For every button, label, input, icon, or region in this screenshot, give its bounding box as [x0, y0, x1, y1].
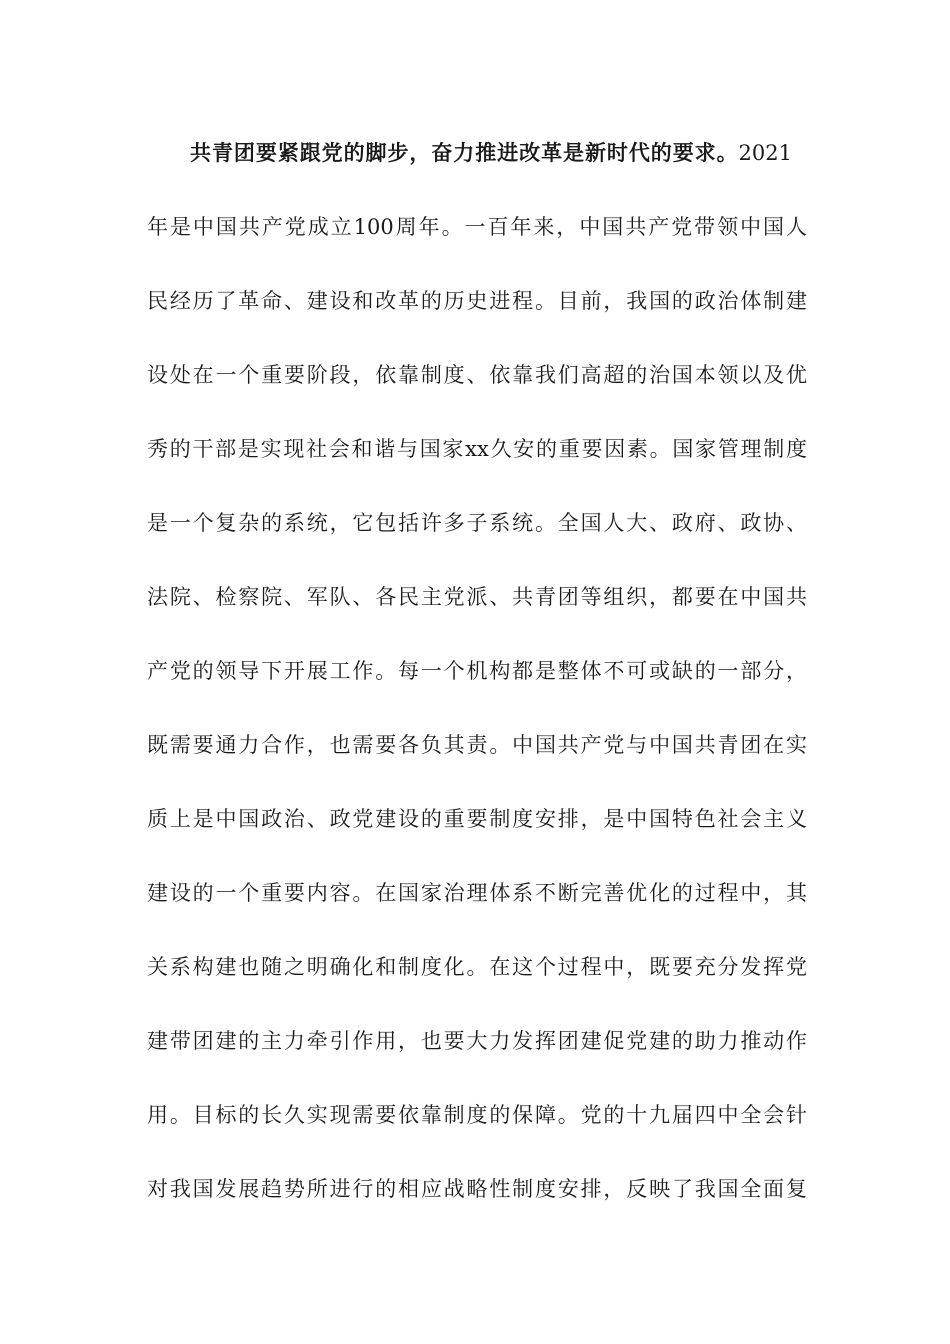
- paragraph-line-15: 对我国发展趋势所进行的相应战略性制度安排，反映了我国全面复: [147, 1177, 807, 1201]
- paragraph-line-9: 既需要通力合作，也需要各负其责。中国共产党与中国共青团在实: [147, 733, 807, 757]
- paragraph-line-4: 设处在一个重要阶段，依靠制度、依靠我们高超的治国本领以及优: [147, 363, 807, 387]
- paragraph-line-6: 是一个复杂的系统，它包括许多子系统。全国人大、政府、政协、: [147, 511, 807, 535]
- paragraph-line-1: [190, 133, 792, 173]
- paragraph-line-7: 法院、检察院、军队、各民主党派、共青团等组织，都要在中国共: [147, 585, 807, 609]
- paragraph-line-5: 秀的干部是实现社会和谐与国家xx久安的重要因素。国家管理制度: [147, 437, 807, 461]
- paragraph-line-10: 质上是中国政治、政党建设的重要制度安排，是中国特色社会主义: [147, 807, 807, 831]
- paragraph-line-1-tail: 2021: [738, 141, 792, 165]
- paragraph-line-14: 用。目标的长久实现需要依靠制度的保障。党的十九届四中全会针: [147, 1103, 807, 1127]
- paragraph-line-8: 产党的领导下开展工作。每一个机构都是整体不可或缺的一部分，: [147, 659, 807, 683]
- paragraph-lead-bold: 共青团要紧跟党的脚步，奋力推进改革是新时代的要求。: [190, 140, 739, 165]
- paragraph-line-11: 建设的一个重要内容。在国家治理体系不断完善优化的过程中，其: [147, 881, 807, 905]
- paragraph-line-3: 民经历了革命、建设和改革的历史进程。目前，我国的政治体制建: [147, 289, 807, 313]
- paragraph-line-2: 年是中国共产党成立100周年。一百年来，中国共产党带领中国人: [147, 215, 807, 239]
- paragraph-line-13: 建带团建的主力牵引作用，也要大力发挥团建促党建的助力推动作: [147, 1029, 807, 1053]
- paragraph-line-12: 关系构建也随之明确化和制度化。在这个过程中，既要充分发挥党: [147, 955, 807, 979]
